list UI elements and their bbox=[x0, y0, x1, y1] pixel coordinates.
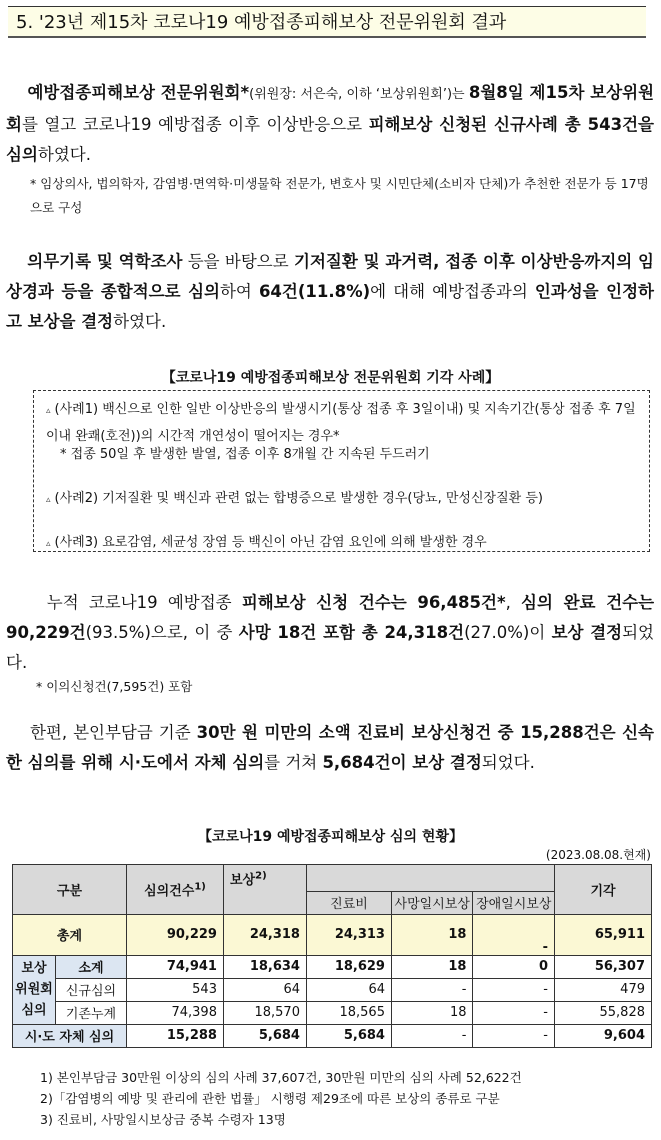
cell-medical: 24,313 bbox=[306, 914, 391, 955]
triangle-bullet-icon: ▵ bbox=[46, 539, 51, 549]
cell-death: 18 bbox=[391, 914, 473, 955]
review-status-table bbox=[12, 864, 652, 1048]
cell-medical: 18,565 bbox=[306, 1001, 391, 1024]
row-label: 총계 bbox=[13, 914, 127, 955]
rejection-cases-title: 【코로나19 예방접종피해보상 전문위원회 기각 사례】 bbox=[161, 370, 500, 386]
para4-s2: 30만 원 미만의 소액 진료비 보상신청건 중 15,288건은 신속한 심의를 위해 시·도에서 자체 심의 bbox=[6, 723, 654, 772]
para3-s3: , bbox=[505, 593, 522, 612]
para1-s3: 8월8일 제15차 보상위원회 bbox=[6, 83, 655, 134]
case-2-text: (사례2) 기저질환 및 백신과 관련 없는 합병증으로 발생한 경우(당뇨, 만성신장질환 등) bbox=[54, 491, 543, 506]
cell-disability: 0 bbox=[473, 955, 555, 978]
table-title: 【코로나19 예방접종피해보상 심의 현황】 bbox=[198, 829, 463, 845]
triangle-bullet-icon: ▵ bbox=[46, 495, 51, 505]
para2-s7: 인과성을 인정하고 보상을 결정 bbox=[6, 282, 654, 331]
para3-s4: 심의 완료 건수는 90,229건 bbox=[6, 593, 655, 642]
para3-s5: (93.5%)으로, 이 중 bbox=[85, 623, 239, 642]
paragraph-committee-review bbox=[6, 78, 654, 170]
header-rejected: 기각 bbox=[555, 865, 652, 915]
para2-s8: 하였다. bbox=[113, 312, 167, 331]
para1-s2: (위원장: 서은숙, 이하 ‘보상위원회’)는 bbox=[249, 87, 469, 102]
committee-composition-note: * 임상의사, 법의학자, 감염병·면역학·미생물학 전문가, 변호사 및 시민단체(소비자 단체)가 추천한 전문가 등 17명으로 구성 bbox=[30, 176, 649, 215]
para1-s4: 를 열고 코로나19 예방접종 이후 이상반응으로 bbox=[21, 115, 369, 134]
para4-s4: 5,684건이 보상 결정 bbox=[322, 753, 482, 772]
footnote-1: 1) 본인부담금 30만원 이상의 심의 사례 37,607건, 30만원 미만의 심의 사례 52,622건 bbox=[40, 1070, 522, 1085]
table-row-total bbox=[13, 914, 652, 955]
cell-compensated: 18,634 bbox=[223, 955, 306, 978]
header-compensated-blank bbox=[223, 891, 306, 914]
table-row-provincial bbox=[13, 1024, 652, 1047]
table-row-existing bbox=[13, 1001, 652, 1024]
footnote-3: 3) 진료비, 사망일시보상금 중복 수령자 13명 bbox=[40, 1112, 286, 1127]
paragraph-causality-decision bbox=[6, 247, 654, 337]
para3-s8: 보상 결정 bbox=[551, 623, 623, 642]
para1-s1: 예방접종피해보상 전문위원회* bbox=[27, 83, 250, 102]
header-category: 구분 bbox=[13, 865, 127, 915]
row-label: 기존누계 bbox=[56, 1001, 127, 1024]
cell-death: - bbox=[391, 978, 473, 1001]
cell-death: 18 bbox=[391, 955, 473, 978]
cell-compensated: 5,684 bbox=[223, 1024, 306, 1047]
cell-disability: - bbox=[473, 914, 555, 955]
para3-s6: 사망 18건 포함 총 24,318건 bbox=[238, 623, 465, 642]
header-compensated-sup: 2) bbox=[255, 870, 267, 882]
para1-s6: 하였다. bbox=[37, 145, 91, 164]
cell-medical: 18,629 bbox=[306, 955, 391, 978]
row-label: 시·도 자체 심의 bbox=[13, 1024, 127, 1047]
cell-death: - bbox=[391, 1024, 473, 1047]
para1-s5: 피해보상 신청된 신규사례 총 543건을 심의 bbox=[6, 115, 654, 164]
case-3 bbox=[46, 531, 641, 556]
cell-compensated: 24,318 bbox=[223, 914, 306, 955]
para4-s5: 되었다. bbox=[481, 753, 535, 772]
para3-s7: (27.0%)이 bbox=[464, 623, 552, 642]
cell-death: 18 bbox=[391, 1001, 473, 1024]
header-compensated-label: 보상 bbox=[229, 872, 256, 888]
cell-medical: 64 bbox=[306, 978, 391, 1001]
cell-compensated: 18,570 bbox=[223, 1001, 306, 1024]
row-label: 신규심의 bbox=[56, 978, 127, 1001]
header-disability: 장애일시보상 bbox=[473, 891, 555, 914]
cell-disability: - bbox=[473, 978, 555, 1001]
table-header-row bbox=[13, 865, 652, 892]
para3-s1: 누적 코로나19 예방접종 bbox=[46, 593, 242, 612]
as-of-date: (2023.08.08.현재) bbox=[545, 848, 651, 862]
cell-disability: - bbox=[473, 1001, 555, 1024]
header-compensated-span bbox=[306, 865, 554, 892]
triangle-bullet-icon: ▵ bbox=[46, 406, 51, 416]
header-reviewed-label: 심의건수 bbox=[144, 883, 195, 899]
cell-rejected: 55,828 bbox=[555, 1001, 652, 1024]
cell-reviewed: 15,288 bbox=[126, 1024, 223, 1047]
cell-reviewed: 543 bbox=[126, 978, 223, 1001]
section-title: 5. '23년 제15차 코로나19 예방접종피해보상 전문위원회 결과 bbox=[8, 6, 646, 38]
header-compensated bbox=[223, 865, 306, 892]
para2-s5: 64건(11.8%) bbox=[258, 282, 371, 301]
cell-reviewed: 74,398 bbox=[126, 1001, 223, 1024]
cell-compensated: 64 bbox=[223, 978, 306, 1001]
table-row-subtotal bbox=[13, 955, 652, 978]
case-3-text: (사례3) 요로감염, 세균성 장염 등 백신이 아닌 감염 요인에 의해 발생한 경우 bbox=[54, 535, 487, 550]
row-label: 소계 bbox=[56, 955, 127, 978]
para2-s1: 의무기록 및 역학조사 bbox=[27, 252, 183, 271]
row-group-label: 보상 위원회 심의 bbox=[13, 955, 56, 1024]
header-reviewed bbox=[126, 865, 223, 915]
para2-s4: 하여 bbox=[219, 282, 259, 301]
header-reviewed-sup: 1) bbox=[194, 881, 206, 893]
appeal-note: * 이의신청건(7,595건) 포함 bbox=[36, 679, 193, 694]
cell-rejected: 56,307 bbox=[555, 955, 652, 978]
cell-medical: 5,684 bbox=[306, 1024, 391, 1047]
cell-rejected: 479 bbox=[555, 978, 652, 1001]
para4-s1: 한편, 본인부담금 기준 bbox=[29, 723, 197, 742]
footnote-2: 2)「감염병의 예방 및 관리에 관한 법률」 시행령 제29조에 따른 보상의 종류로 구분 bbox=[40, 1091, 500, 1106]
header-medical: 진료비 bbox=[306, 891, 391, 914]
case-1-example: * 접종 50일 후 발생한 발열, 접종 이후 8개월 간 지속된 두드러기 bbox=[60, 447, 430, 462]
header-death: 사망일시보상 bbox=[391, 891, 473, 914]
case-2 bbox=[46, 487, 641, 512]
para2-s2: 등을 바탕으로 bbox=[182, 252, 295, 271]
case-1-text: (사례1) 백신으로 인한 일반 이상반응의 발생시기(통상 접종 후 3일이내) 및 지속기간(통상 접종 후 7일이내 완쾌(호전))의 시간적 개연성이 떨어지는 경우* bbox=[46, 402, 636, 444]
para3-s9: 되었다. bbox=[6, 623, 654, 672]
paragraph-provincial-review bbox=[6, 718, 654, 778]
rejection-cases-box bbox=[33, 390, 650, 552]
cell-disability: - bbox=[473, 1024, 555, 1047]
cell-rejected: 65,911 bbox=[555, 914, 652, 955]
para4-s3: 를 거쳐 bbox=[264, 753, 323, 772]
paragraph-cumulative-stats bbox=[6, 588, 654, 678]
para2-s6: 에 대해 예방접종과의 bbox=[370, 282, 535, 301]
cell-rejected: 9,604 bbox=[555, 1024, 652, 1047]
table-row-new bbox=[13, 978, 652, 1001]
para3-s2: 피해보상 신청 건수는 96,485건* bbox=[241, 593, 506, 612]
cell-reviewed: 74,941 bbox=[126, 955, 223, 978]
cell-reviewed: 90,229 bbox=[126, 914, 223, 955]
para2-s3: 기저질환 및 과거력, 접종 이후 이상반응까지의 임상경과 등을 종합적으로 심의 bbox=[6, 252, 654, 301]
